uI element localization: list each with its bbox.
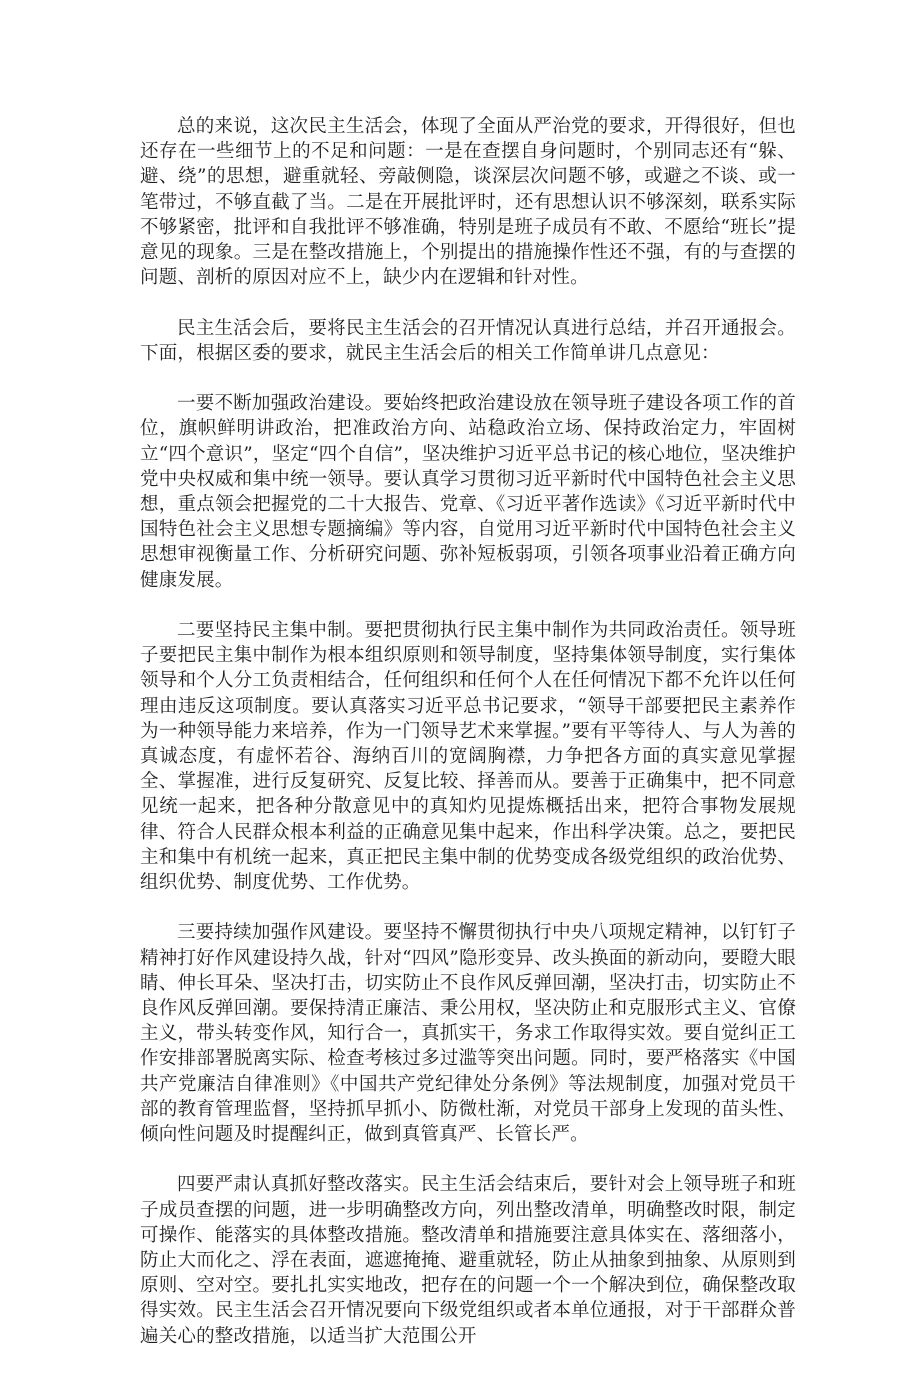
paragraph-political-construction: 一要不断加强政治建设。要始终把政治建设放在领导班子建设各项工作的首位，旗帜鲜明讲政治，把准政治方向、站稳政治立场、保持政治定力，牢固树立“四个意识”，坚定“四个自信”，坚决维护习近平总书记的核心地位，坚决维护党中央权威和集中统一领导。要认真学习贯彻习近平新时代中国特色社会主义思想，重点领会把握党的二十大报告、党章、《习近平著作选读》《习近平新时代中国特色社会主义思想专题摘编》等内容，自觉用习近平新时代中国特色社会主义思想审视衡量工作、分析研究问题、弥补短板弱项，引领各项事业沿着正确方向健康发展。 [140, 393, 796, 591]
paragraph-rectification: 四要严肃认真抓好整改落实。民主生活会结束后，要针对会上领导班子和班子成员查摆的问题，进一步明确整改方向，列出整改清单，明确整改时限，制定可操作、能落实的具体整改措施。整改清单和措施要注意具体实在、落细落小，防止大而化之、浮在表面，遮遮掩掩、避重就轻，防止从抽象到抽象、从原则到原则、空对空。要扎扎实实地改，把存在的问题一个一个解决到位，确保整改取得实效。民主生活会召开情况要向下级党组织或者本单位通报，对于干部群众普遍关心的整改措施，以适当扩大范围公开 [140, 1174, 796, 1347]
paragraph-summary: 总的来说，这次民主生活会，体现了全面从严治党的要求，开得很好，但也还存在一些细节上的不足和问题：一是在查摆自身问题时，个别同志还有“躲、避、绕”的思想，避重就轻、旁敲侧隐，谈深层次问题不够，或避之不谈、或一笔带过，不够直截了当。二是在开展批评时，还有思想认识不够深刻，联系实际不够紧密，批评和自我批评不够准确，特别是班子成员有不敢、不愿给“班长”提意见的现象。三是在整改措施上，个别提出的措施操作性还不强，有的与查摆的问题、剖析的原因对应不上，缺少内在逻辑和针对性。 [140, 116, 796, 289]
document-body [140, 114, 796, 1374]
paragraph-intro: 民主生活会后，要将民主生活会的召开情况认真进行总结，并召开通报会。下面，根据区委的要求，就民主生活会后的相关工作简单讲几点意见： [140, 317, 796, 364]
paragraph-work-style: 三要持续加强作风建设。要坚持不懈贯彻执行中央八项规定精神，以钉钉子精神打好作风建设持久战，针对“四风”隐形变异、改头换面的新动向，要瞪大眼睛、伸长耳朵、坚决打击，切实防止不良作风反弹回潮，坚决打击，切实防止不良作风反弹回潮。要保持清正廉洁、秉公用权，坚决防止和克服形式主义、官僚主义，带头转变作风，知行合一，真抓实干，务求工作取得实效。要自觉纠正工作安排部署脱离实际、检查考核过多过滥等突出问题。同时，要严格落实《中国共产党廉洁自律准则》《中国共产党纪律处分条例》等法规制度，加强对党员干部的教育管理监督，坚持抓早抓小、防微杜渐，对党员干部身上发现的苗头性、倾向性问题及时提醒纠正，做到真管真严、长管长严。 [140, 922, 796, 1146]
paragraph-democratic-centralism: 二要坚持民主集中制。要把贯彻执行民主集中制作为共同政治责任。领导班子要把民主集中制作为根本组织原则和领导制度，坚持集体领导制度，实行集体领导和个人分工负责相结合，任何组织和任何个人在任何情况下都不允许以任何理由违反这项制度。要认真落实习近平总书记要求，“领导干部要把民主素养作为一种领导能力来培养，作为一门领导艺术来掌握。”要有平等待人、与人为善的真诚态度，有虚怀若谷、海纳百川的宽阔胸襟，力争把各方面的真实意见掌握全、掌握准，进行反复研究、反复比较、择善而从。要善于正确集中，把不同意见统一起来，把各种分散意见中的真知灼见提炼概括出来，把符合事物发展规律、符合人民群众根本利益的正确意见集中起来，作出科学决策。总之，要把民主和集中有机统一起来，真正把民主集中制的优势变成各级党组织的政治优势、组织优势、制度优势、工作优势。 [140, 620, 796, 894]
